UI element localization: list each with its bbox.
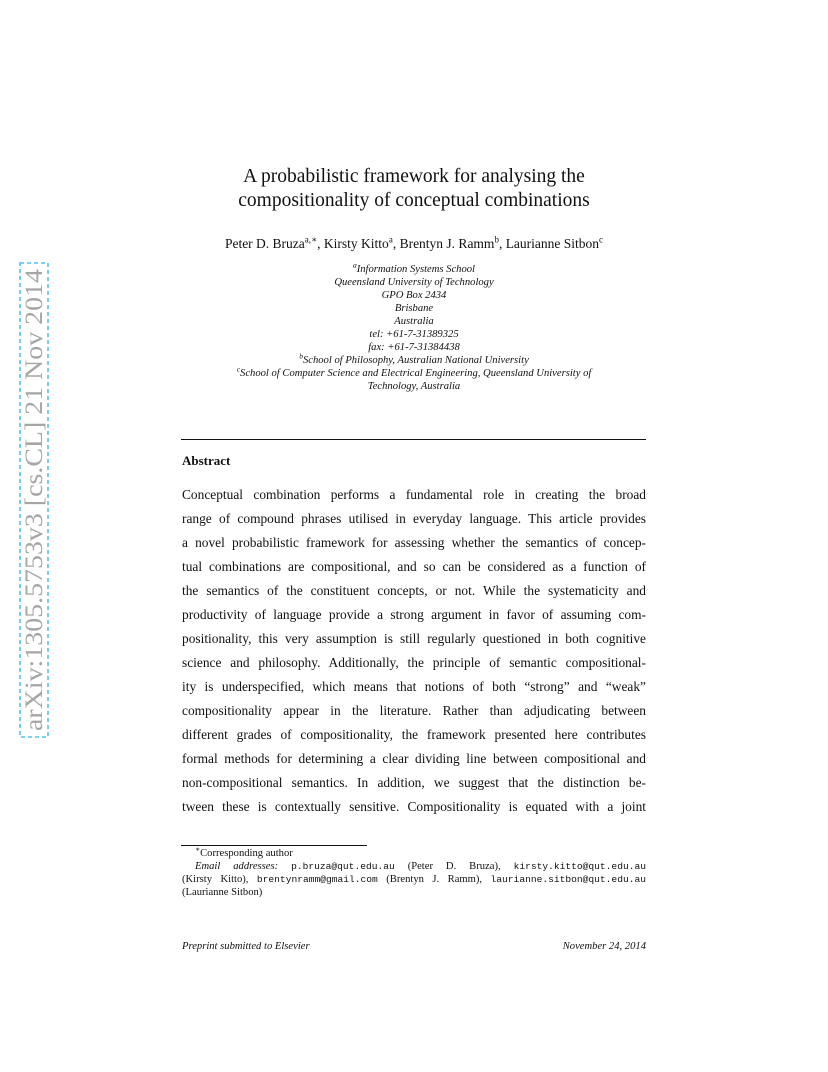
abstract-line: formal methods for determining a clear dividing line between compositional and [182, 751, 646, 766]
title-line-1: A probabilistic framework for analysing the [243, 166, 585, 187]
author-affiliation-mark: c [599, 234, 604, 245]
abstract-line: compositionality appear in the literature. Rather than adjudicating between [182, 703, 646, 718]
abstract-line: tual combinations are compositional, and so can be considered as a function of [182, 559, 646, 574]
email-line [182, 886, 646, 899]
affiliation-c-line: Technology, Australia [367, 381, 461, 392]
abstract-line: ity is underspecified, which means that notions of both “strong” and “weak” [182, 679, 646, 694]
abstract-line: productivity of language provide a strong argument in favor of assuming com- [182, 607, 646, 622]
affiliation-mark: a [352, 260, 357, 270]
email-owner: (Kirsty Kitto), [182, 874, 249, 885]
abstract-line: science and philosophy. Additionally, the principle of semantic compositional- [182, 655, 646, 670]
footnote-rule [181, 845, 367, 846]
email-owner: (Peter D. Bruza), [407, 861, 501, 872]
footnotes [182, 844, 646, 899]
email-link[interactable]: laurianne.sitbon@qut.edu.au [490, 874, 646, 885]
author-affiliation-mark: a,∗ [304, 234, 318, 245]
abstract-line: different grades of compositionality, the framework presented here contributes [182, 727, 646, 742]
abstract-line: positionality, this very assumption is still regularly questioned in both cognitive [182, 631, 646, 646]
affiliation-b-line: $^b$School of Philosophy, Australian National University [299, 351, 529, 366]
title-line-2: compositionality of conceptual combinations [238, 190, 590, 211]
affiliation-a-line: $^a$Information Systems School [352, 260, 476, 275]
abstract-line: a novel probabilistic framework for assessing whether the semantics of concep- [182, 535, 646, 550]
email-owner: (Laurianne Sitbon) [182, 887, 263, 898]
affiliation-fax: fax: +61-7-31384438 [368, 342, 460, 353]
paper-title [180, 165, 648, 213]
author-name: Brentyn J. Ramm [399, 236, 495, 251]
affiliation-a-line: Brisbane [394, 303, 434, 314]
email-link[interactable]: brentynramm@gmail.com [256, 874, 378, 885]
affiliation-a-line: Australia [394, 316, 434, 327]
email-link[interactable]: p.bruza@qut.edu.au [291, 861, 395, 872]
affiliation-mark: c [236, 364, 241, 374]
abstract-line: the semantics of the constituent concepts, or not. While the systematicity and [182, 583, 646, 598]
arxiv-stamp-graphic [19, 262, 49, 738]
author-name: Peter D. Bruza [224, 236, 305, 251]
page-footer [182, 941, 646, 952]
abstract-line: range of compound phrases utilised in everyday language. This article provides [182, 511, 646, 526]
abstract-heading: Abstract [182, 453, 231, 468]
submission-date: November 24, 2014 [562, 941, 646, 952]
affiliation-a-line: Queensland University of Technology [334, 277, 494, 288]
author-affiliation-mark: a [388, 234, 393, 245]
email-label: Email addresses: [195, 861, 279, 872]
email-line [182, 873, 646, 886]
author-affiliation-mark: b [494, 234, 499, 245]
author-name: Laurianne Sitbon [505, 236, 600, 251]
footnote-mark: ∗ [195, 844, 201, 854]
affiliation-c-line: $^c$School of Computer Science and Electrical Engineering, Queensland University of [236, 364, 592, 379]
preprint-notice: Preprint submitted to Elsevier [182, 941, 310, 952]
corresponding-author-note: ∗Corresponding author [195, 844, 293, 859]
email-link[interactable]: kirsty.kitto@qut.edu.au [513, 861, 646, 872]
affiliation-mark: b [299, 351, 303, 361]
abstract-line: non-compositional semantics. In addition, we suggest that the distinction be- [182, 775, 646, 790]
abstract-line: tween these is contextually sensitive. Compositionality is equated with a joint [182, 799, 646, 814]
affiliation-a-line: GPO Box 2434 [381, 290, 447, 301]
arxiv-identifier: arXiv:1305.5753v3 [cs.CL] 21 Nov 2014 [21, 317, 48, 731]
affiliation-block [150, 260, 678, 393]
author-list: Peter D. Bruza$^{a,∗}$, Kirsty Kitto$^a$, Brentyn J. Ramm$^b$, Laurianne Sitbon$^c$ [224, 234, 604, 251]
author-name: Kirsty Kitto [323, 236, 389, 251]
arxiv-stamp [19, 262, 49, 738]
affiliation-telephone: tel: +61-7-31389325 [369, 329, 459, 340]
abstract-line: Conceptual combination performs a fundamental role in creating the broad [182, 487, 646, 502]
abstract-top-rule [181, 439, 646, 440]
email-line [182, 860, 646, 873]
email-owner: (Brentyn J. Ramm), [386, 874, 483, 885]
abstract-text [182, 483, 646, 819]
